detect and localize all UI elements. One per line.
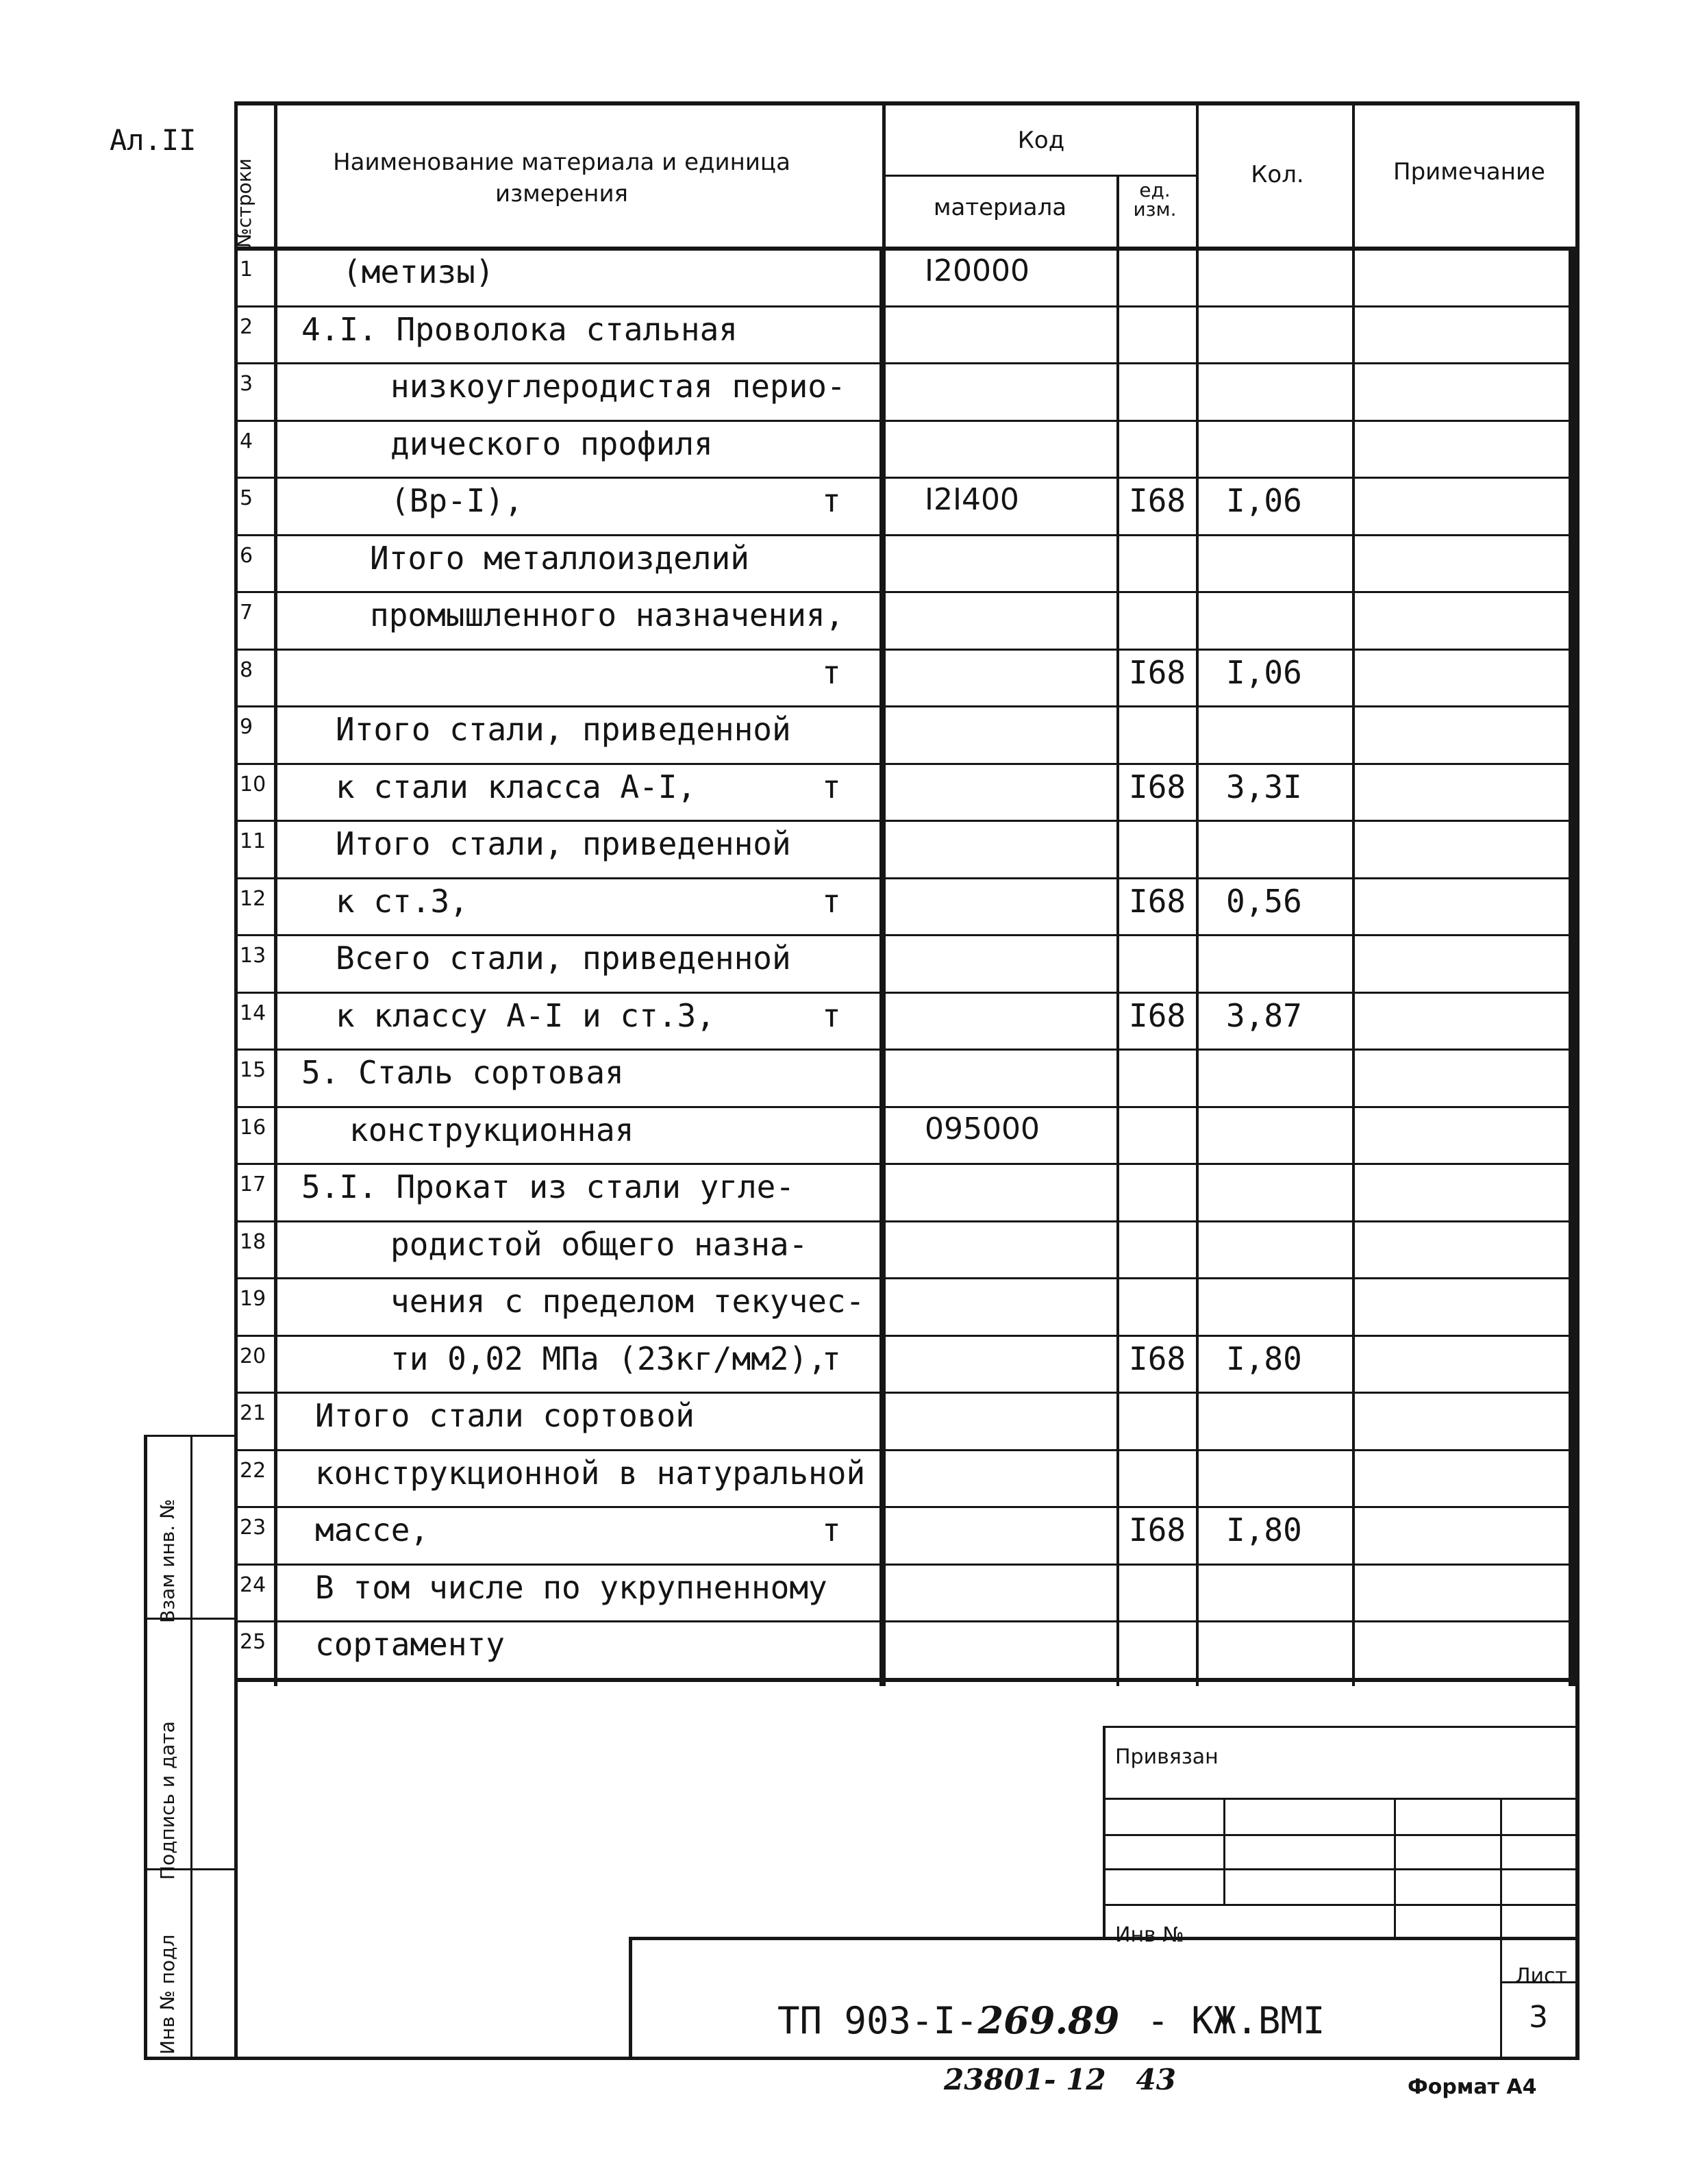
header-name: Наименование материала и единица измерения [333, 149, 790, 208]
row-number: 11 [240, 829, 266, 853]
unit-symbol: т [822, 654, 841, 691]
material-name: Итого металлоизделий [370, 540, 749, 577]
table-row [0, 1049, 1698, 1106]
stamp-row3 [1103, 1868, 1579, 1870]
material-name: 5.I. Прокат из стали угле- [301, 1168, 795, 1205]
table-row [0, 992, 1698, 1049]
stamp-privyazan: Привязан [1115, 1745, 1219, 1769]
row-number: 14 [240, 1001, 266, 1025]
stamp-row2 [1103, 1834, 1579, 1836]
stamp-col3 [1500, 1798, 1502, 2058]
row-number: 6 [240, 544, 253, 568]
table-row [0, 763, 1698, 820]
code-subheader-line [882, 175, 1199, 177]
row-number: 16 [240, 1116, 266, 1140]
material-name: дического профиля [390, 425, 713, 462]
margin-inv: Инв № подл [156, 1934, 179, 2055]
row-line [236, 1678, 1579, 1682]
material-code: 095000 [925, 1112, 1040, 1146]
quantity: I,80 [1226, 1340, 1302, 1377]
row-number: 18 [240, 1230, 266, 1254]
table-row [0, 820, 1698, 877]
quantity: I,06 [1226, 482, 1302, 519]
row-number: 2 [240, 315, 253, 339]
row-number: 19 [240, 1287, 266, 1311]
row-number: 20 [240, 1344, 266, 1368]
stamp-inv-no: Инв № [1115, 1923, 1184, 1947]
row-number: 15 [240, 1058, 266, 1082]
row-number: 24 [240, 1573, 266, 1597]
table-row [0, 305, 1698, 363]
material-name: Итого стали, приведенной [336, 711, 791, 748]
stamp-list-no: 3 [1529, 2000, 1548, 2035]
stamp-left [1103, 1726, 1106, 1938]
unit-code: I68 [1129, 482, 1186, 519]
row-number: 25 [240, 1630, 266, 1654]
material-name: 5. Сталь сортовая [301, 1054, 624, 1091]
material-name: родистой общего назна- [390, 1226, 808, 1263]
unit-symbol: т [822, 768, 841, 805]
row-number: 8 [240, 658, 253, 682]
margin-podpis: Подпись и дата [156, 1721, 179, 1880]
footer-format: Формат А4 [1408, 2075, 1537, 2099]
footer-number: 23801- 12 43 [944, 2063, 1176, 2096]
material-name: чения с пределом текучес- [390, 1283, 865, 1320]
quantity: 3,3I [1226, 768, 1302, 805]
header-note: Примечание [1393, 158, 1545, 186]
row-number: 13 [240, 944, 266, 968]
header-code: Код [1017, 127, 1065, 154]
row-number: 4 [240, 429, 253, 453]
material-name: сортаменту [315, 1626, 505, 1663]
row-number: 1 [240, 258, 253, 281]
material-name: к классу А-I и ст.3, [336, 997, 715, 1034]
material-name: конструкционной в натуральной [315, 1455, 866, 1492]
table-row [0, 477, 1698, 534]
header-row-no: №строки [233, 158, 255, 248]
header-material: материала [933, 194, 1067, 221]
quantity: 3,87 [1226, 997, 1302, 1034]
header-unit: ед. изм. [1133, 179, 1177, 221]
material-name: низкоуглеродистая перио- [390, 368, 846, 405]
material-name: массе, [315, 1511, 429, 1548]
table-row [0, 1449, 1698, 1507]
row-number: 7 [240, 601, 253, 625]
stamp-row4 [1103, 1904, 1579, 1906]
material-name: (метизы) [342, 253, 495, 290]
unit-symbol: т [822, 1511, 841, 1548]
frame-bottom [234, 2057, 1580, 2060]
material-name: к стали класса А-I, [336, 768, 697, 805]
material-name: 4.I. Проволока стальная [301, 311, 738, 348]
row-number: 3 [240, 372, 253, 396]
title-top [629, 1937, 1580, 1940]
doc-prefix: ТП 903-I- [777, 1999, 978, 2042]
table-row [0, 1564, 1698, 1621]
stamp-top [1103, 1726, 1579, 1728]
unit-code: I68 [1129, 1340, 1186, 1377]
row-number: 23 [240, 1516, 266, 1540]
sheet-label: Ал.II [110, 123, 197, 157]
table-row [0, 1620, 1698, 1678]
row-number: 17 [240, 1172, 266, 1196]
material-code: I2I400 [925, 482, 1019, 517]
row-number: 10 [240, 773, 266, 796]
table-row [0, 1335, 1698, 1392]
header-qty: Кол. [1251, 161, 1304, 188]
row-number: 21 [240, 1401, 266, 1425]
quantity: I,06 [1226, 654, 1302, 691]
material-name: ти 0,02 МПа (23кг/мм2), [390, 1340, 827, 1377]
row-number: 9 [240, 715, 253, 739]
material-name: конструкционная [349, 1112, 634, 1149]
unit-symbol: т [822, 1340, 841, 1377]
material-name: Итого стали, приведенной [336, 825, 791, 862]
stamp-list-label: Лист [1515, 1964, 1568, 1988]
document-code [777, 1998, 1325, 2042]
material-code: I20000 [925, 253, 1029, 288]
table-row [0, 534, 1698, 592]
margin-vzam: Взам инв. № [156, 1498, 179, 1623]
quantity: I,80 [1226, 1511, 1302, 1548]
title-left [629, 1937, 632, 2059]
material-name: В том числе по укрупненному [315, 1569, 827, 1606]
table-row [0, 1277, 1698, 1335]
material-name: Всего стали, приведенной [336, 940, 791, 977]
unit-code: I68 [1129, 768, 1186, 805]
row-number: 5 [240, 486, 253, 510]
unit-code: I68 [1129, 883, 1186, 920]
stamp-col2 [1394, 1798, 1396, 1938]
table-row [0, 1163, 1698, 1220]
table-row [0, 705, 1698, 763]
table-row [0, 1106, 1698, 1164]
table-row [0, 1220, 1698, 1278]
row-number: 12 [240, 887, 266, 911]
frame-top [236, 101, 1579, 105]
material-name: Итого стали сортовой [315, 1397, 695, 1434]
doc-handwritten-number: 269.89 [977, 1998, 1120, 2042]
unit-code: I68 [1129, 997, 1186, 1034]
unit-symbol: т [822, 997, 841, 1034]
margin-bottom [144, 2057, 236, 2060]
material-name: (Вр-I), [390, 482, 523, 519]
material-name: к ст.3, [336, 883, 469, 920]
table-row [0, 420, 1698, 477]
table-row [0, 877, 1698, 935]
stamp-col1 [1223, 1798, 1225, 1904]
row-number: 22 [240, 1459, 266, 1483]
unit-symbol: т [822, 883, 841, 920]
table-row [0, 362, 1698, 420]
stamp-row1 [1103, 1798, 1579, 1800]
table-row [0, 934, 1698, 992]
doc-suffix: - КЖ.ВМI [1147, 1999, 1325, 2042]
material-name: промышленного назначения, [370, 597, 845, 633]
unit-code: I68 [1129, 1511, 1186, 1548]
table-row [0, 591, 1698, 649]
table-row [0, 1392, 1698, 1449]
quantity: 0,56 [1226, 883, 1302, 920]
unit-code: I68 [1129, 654, 1186, 691]
unit-symbol: т [822, 482, 841, 519]
table-row [0, 649, 1698, 706]
table-row [0, 248, 1698, 305]
table-row [0, 1506, 1698, 1564]
